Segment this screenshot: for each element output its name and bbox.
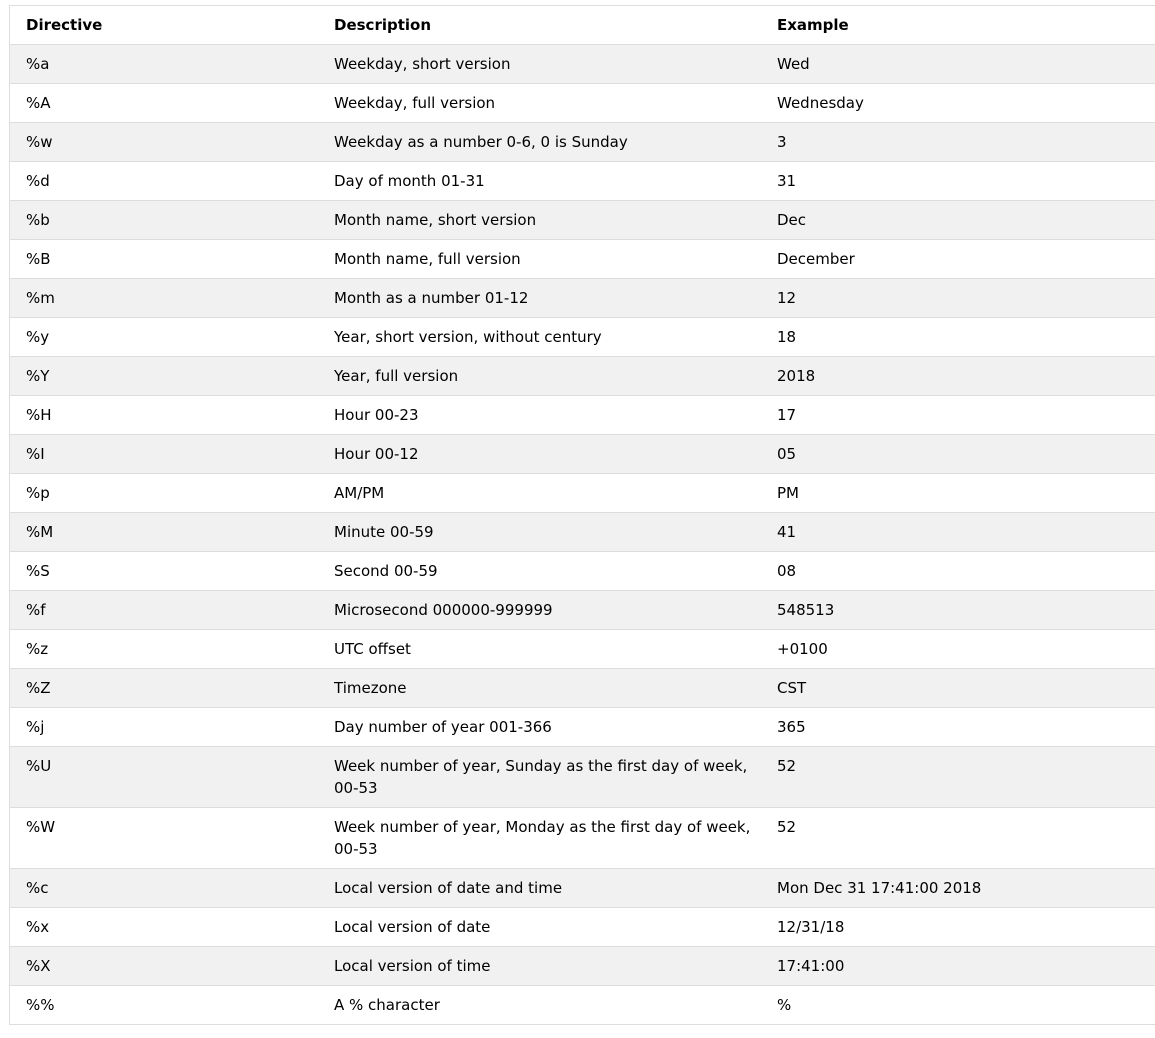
directive-cell: %f bbox=[10, 591, 318, 630]
description-cell: Weekday, short version bbox=[318, 45, 761, 84]
description-cell: Day number of year 001-366 bbox=[318, 708, 761, 747]
description-cell: Year, short version, without century bbox=[318, 318, 761, 357]
directive-cell: %b bbox=[10, 201, 318, 240]
directive-cell: %W bbox=[10, 808, 318, 869]
example-cell: 52 bbox=[761, 747, 1155, 808]
example-cell: CST bbox=[761, 669, 1155, 708]
table-row bbox=[10, 552, 1155, 591]
example-cell: 17 bbox=[761, 396, 1155, 435]
table-row bbox=[10, 591, 1155, 630]
directive-cell: %a bbox=[10, 45, 318, 84]
directives-table-container bbox=[9, 5, 1155, 1025]
description-cell: Microsecond 000000-999999 bbox=[318, 591, 761, 630]
table-row bbox=[10, 947, 1155, 986]
table-row bbox=[10, 162, 1155, 201]
directive-cell: %c bbox=[10, 869, 318, 908]
description-cell: Month name, short version bbox=[318, 201, 761, 240]
description-cell: Hour 00-12 bbox=[318, 435, 761, 474]
description-cell: Local version of date and time bbox=[318, 869, 761, 908]
table-row bbox=[10, 357, 1155, 396]
example-cell: 2018 bbox=[761, 357, 1155, 396]
table-row bbox=[10, 84, 1155, 123]
description-cell: Weekday as a number 0-6, 0 is Sunday bbox=[318, 123, 761, 162]
description-cell: Minute 00-59 bbox=[318, 513, 761, 552]
directive-cell: %m bbox=[10, 279, 318, 318]
example-cell: 05 bbox=[761, 435, 1155, 474]
example-cell: Wed bbox=[761, 45, 1155, 84]
description-cell: Year, full version bbox=[318, 357, 761, 396]
description-cell: Second 00-59 bbox=[318, 552, 761, 591]
example-cell: 12 bbox=[761, 279, 1155, 318]
table-row bbox=[10, 396, 1155, 435]
example-cell: 31 bbox=[761, 162, 1155, 201]
directive-cell: %X bbox=[10, 947, 318, 986]
description-cell: Local version of date bbox=[318, 908, 761, 947]
table-row bbox=[10, 747, 1155, 808]
example-cell: 12/31/18 bbox=[761, 908, 1155, 947]
example-cell: 41 bbox=[761, 513, 1155, 552]
example-cell: 17:41:00 bbox=[761, 947, 1155, 986]
description-cell: Local version of time bbox=[318, 947, 761, 986]
description-cell: A % character bbox=[334, 996, 440, 1014]
directive-cell: %y bbox=[10, 318, 318, 357]
example-cell: 3 bbox=[761, 123, 1155, 162]
description-cell: UTC offset bbox=[318, 630, 761, 669]
directive-cell: %U bbox=[10, 747, 318, 808]
example-cell: Mon Dec 31 17:41:00 2018 bbox=[761, 869, 1155, 908]
example-cell: Dec bbox=[761, 201, 1155, 240]
directive-cell: %d bbox=[10, 162, 318, 201]
table-row bbox=[10, 435, 1155, 474]
directive-cell: %x bbox=[10, 908, 318, 947]
example-cell: 18 bbox=[761, 318, 1155, 357]
header-example: Example bbox=[761, 6, 1155, 45]
directives-table bbox=[10, 6, 1155, 1024]
directive-cell: %z bbox=[10, 630, 318, 669]
table-row bbox=[10, 45, 1155, 84]
table-row bbox=[10, 869, 1155, 908]
table-body bbox=[10, 45, 1155, 1025]
directive-cell: %A bbox=[10, 84, 318, 123]
directive-cell: %Z bbox=[10, 669, 318, 708]
example-cell: 52 bbox=[761, 808, 1155, 869]
directive-cell: %Y bbox=[10, 357, 318, 396]
directive-cell: %w bbox=[10, 123, 318, 162]
example-cell: Wednesday bbox=[761, 84, 1155, 123]
header-description: Description bbox=[318, 6, 761, 45]
example-cell: 365 bbox=[761, 708, 1155, 747]
header-directive: Directive bbox=[10, 6, 318, 45]
directive-cell: %S bbox=[10, 552, 318, 591]
description-cell: Week number of year, Monday as the first day of week, 00-53 bbox=[318, 808, 761, 869]
table-row bbox=[10, 669, 1155, 708]
description-cell: Month name, full version bbox=[318, 240, 761, 279]
description-cell: Timezone bbox=[318, 669, 761, 708]
directive-cell: %M bbox=[10, 513, 318, 552]
table-row bbox=[10, 908, 1155, 947]
directive-cell: %H bbox=[10, 396, 318, 435]
description-cell: Hour 00-23 bbox=[318, 396, 761, 435]
table-row bbox=[10, 513, 1155, 552]
table-row bbox=[10, 123, 1155, 162]
directive-cell: %j bbox=[10, 708, 318, 747]
description-cell: Month as a number 01-12 bbox=[318, 279, 761, 318]
table-row bbox=[10, 318, 1155, 357]
description-cell: Weekday, full version bbox=[318, 84, 761, 123]
directive-cell: %% bbox=[26, 996, 55, 1014]
table-row bbox=[10, 201, 1155, 240]
table-header-row bbox=[10, 6, 1155, 45]
directive-cell: %p bbox=[10, 474, 318, 513]
example-cell: +0100 bbox=[761, 630, 1155, 669]
example-cell: % bbox=[777, 996, 792, 1014]
example-cell: PM bbox=[761, 474, 1155, 513]
table-row bbox=[10, 240, 1155, 279]
directive-cell: %B bbox=[10, 240, 318, 279]
table-row bbox=[10, 474, 1155, 513]
description-cell: Week number of year, Sunday as the first day of week, 00-53 bbox=[318, 747, 761, 808]
example-cell: 08 bbox=[761, 552, 1155, 591]
table-row bbox=[10, 808, 1155, 869]
example-cell: December bbox=[761, 240, 1155, 279]
description-cell: AM/PM bbox=[318, 474, 761, 513]
table-row bbox=[10, 279, 1155, 318]
directive-cell: %I bbox=[10, 435, 318, 474]
table-row bbox=[10, 630, 1155, 669]
description-cell: Day of month 01-31 bbox=[318, 162, 761, 201]
example-cell: 548513 bbox=[761, 591, 1155, 630]
table-row bbox=[10, 986, 1155, 1025]
table-row bbox=[10, 708, 1155, 747]
